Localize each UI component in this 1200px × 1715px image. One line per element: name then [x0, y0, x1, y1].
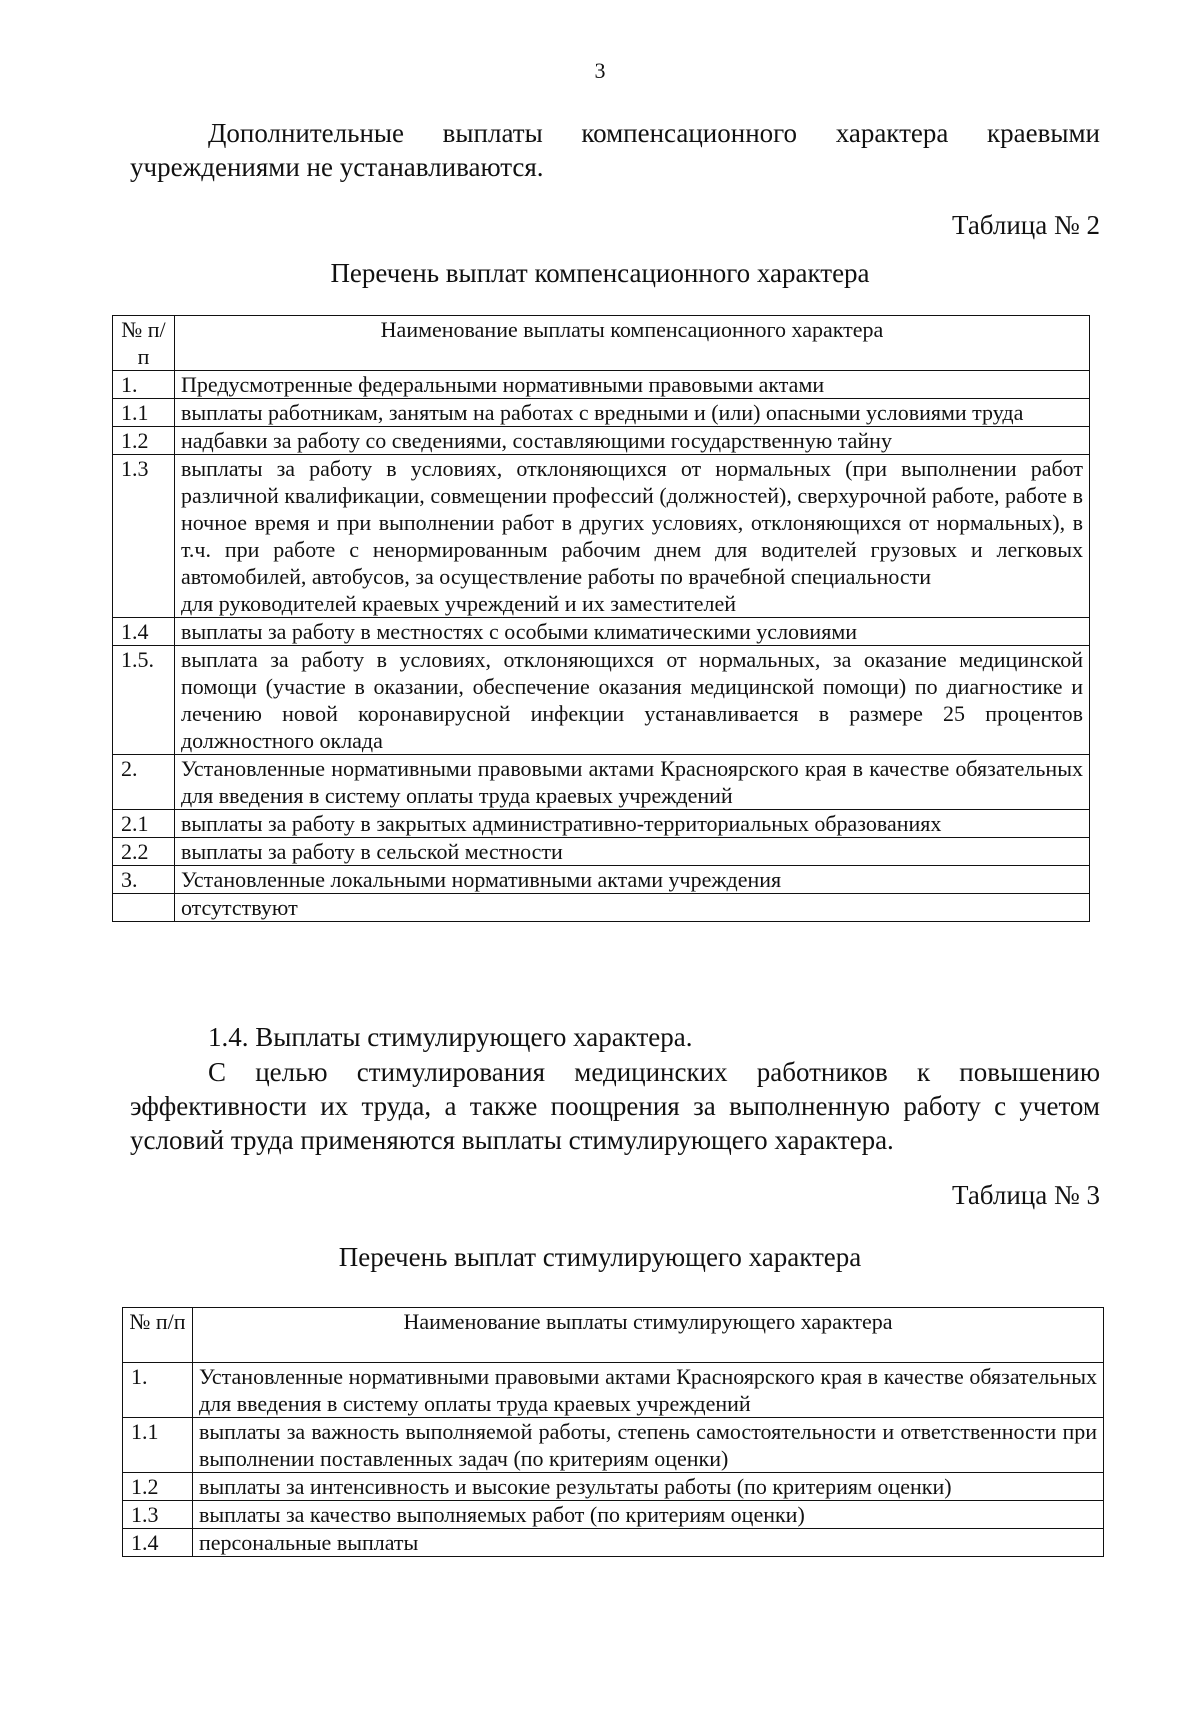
table-row — [113, 427, 1090, 455]
table3-title: Перечень выплат стимулирующего характера — [338, 1242, 862, 1272]
row-num: 1.5. — [113, 646, 175, 755]
section-heading: 1.4. Выплаты стимулирующего характера. — [208, 1022, 693, 1052]
table2 — [112, 315, 1090, 922]
table2-header-name: Наименование выплаты компенсационного характера — [174, 316, 1089, 371]
table-row — [123, 1529, 1104, 1557]
row-text: выплаты за интенсивность и высокие результаты работы (по критериям оценки) — [192, 1473, 1103, 1501]
row-text: выплата за работу в условиях, отклоняющихся от нормальных, за оказание медицинской помощи (участие в оказании, обеспечение оказания медицинской помощи) по диагностике и лечению новой коронавирусной инфекции устанавливается в размере 25 процентов должностного оклада — [174, 646, 1089, 755]
table-row — [123, 1501, 1104, 1529]
row-num — [113, 894, 175, 922]
table-row — [123, 1363, 1104, 1418]
table-row — [113, 618, 1090, 646]
row-text: выплаты за работу в условиях, отклоняющихся от нормальных (при выполнении работ различной квалификации, совмещении профессий (должностей), сверхурочной работе, работе в ночное время и при выполнении работ в других условиях, отклоняющихся от нормальных), в т.ч. при работе с ненормированным рабочим днем для водителей грузовых и легковых автомобилей, автобусов, за осуществление работы по врачебной специальности — [180, 456, 1083, 589]
row-num: 1.1 — [123, 1418, 193, 1473]
table-row — [123, 1418, 1104, 1473]
section-paragraph: С целью стимулирования медицинских работников к повышению эффективности их труда, а также поощрения за выполненную работу с учетом условий труда применяются выплаты стимулирующего характера. — [130, 1057, 1100, 1155]
row-text: отсутствуют — [174, 894, 1089, 922]
table3 — [122, 1307, 1104, 1557]
table-row — [113, 646, 1090, 755]
intro-paragraph: Дополнительные выплаты компенсационного характера краевыми учреждениями не устанавливаются. — [130, 118, 1100, 182]
table-row — [123, 1473, 1104, 1501]
row-text: Установленные нормативными правовыми актами Красноярского края в качестве обязательных для введения в систему оплаты труда краевых учреждений — [174, 755, 1089, 810]
table-row — [113, 838, 1090, 866]
row-text: выплаты за важность выполняемой работы, степень самостоятельности и ответственности при выполнении поставленных задач (по критериям оценки) — [192, 1418, 1103, 1473]
row-num: 1.3 — [113, 455, 175, 618]
row-text: выплаты за качество выполняемых работ (по критериям оценки) — [192, 1501, 1103, 1529]
page-number: 3 — [594, 58, 606, 83]
row-num: 1.2 — [123, 1473, 193, 1501]
table-row — [113, 399, 1090, 427]
row-num: 1.2 — [113, 427, 175, 455]
row-text: выплаты за работу в местностях с особыми климатическими условиями — [174, 618, 1089, 646]
table2-header-row — [113, 316, 1090, 371]
row-num: 1.3 — [123, 1501, 193, 1529]
row-num: 1. — [123, 1363, 193, 1418]
table2-header-num: № п/п — [113, 316, 175, 371]
row-text-cell — [174, 455, 1089, 618]
row-text: Установленные локальными нормативными актами учреждения — [174, 866, 1089, 894]
row-text-extra: для руководителей краевых учреждений и их заместителей — [180, 591, 736, 616]
row-num: 1.4 — [113, 618, 175, 646]
table-row — [113, 810, 1090, 838]
row-num: 1.4 — [123, 1529, 193, 1557]
table-row — [113, 894, 1090, 922]
table3-header-row — [123, 1308, 1104, 1363]
table-row — [113, 371, 1090, 399]
row-num: 1. — [113, 371, 175, 399]
row-text: выплаты за работу в сельской местности — [174, 838, 1089, 866]
table3-header-name: Наименование выплаты стимулирующего характера — [192, 1308, 1103, 1363]
row-text: Установленные нормативными правовыми актами Красноярского края в качестве обязательных для введения в систему оплаты труда краевых учреждений — [192, 1363, 1103, 1418]
table3-header-num: № п/п — [123, 1308, 193, 1363]
row-num: 2.1 — [113, 810, 175, 838]
row-text: Предусмотренные федеральными нормативными правовыми актами — [174, 371, 1089, 399]
row-text: персональные выплаты — [192, 1529, 1103, 1557]
row-num: 3. — [113, 866, 175, 894]
table2-caption: Таблица № 2 — [952, 210, 1100, 240]
row-text: выплаты работникам, занятым на работах с вредными и (или) опасными условиями труда — [174, 399, 1089, 427]
table3-caption: Таблица № 3 — [952, 1180, 1100, 1210]
row-text: выплаты за работу в закрытых административно-территориальных образованиях — [174, 810, 1089, 838]
table-row — [113, 866, 1090, 894]
table2-title: Перечень выплат компенсационного характера — [330, 258, 870, 288]
row-num: 1.1 — [113, 399, 175, 427]
row-num: 2. — [113, 755, 175, 810]
row-num: 2.2 — [113, 838, 175, 866]
table-row — [113, 455, 1090, 618]
row-text: надбавки за работу со сведениями, составляющими государственную тайну — [174, 427, 1089, 455]
table-row — [113, 755, 1090, 810]
